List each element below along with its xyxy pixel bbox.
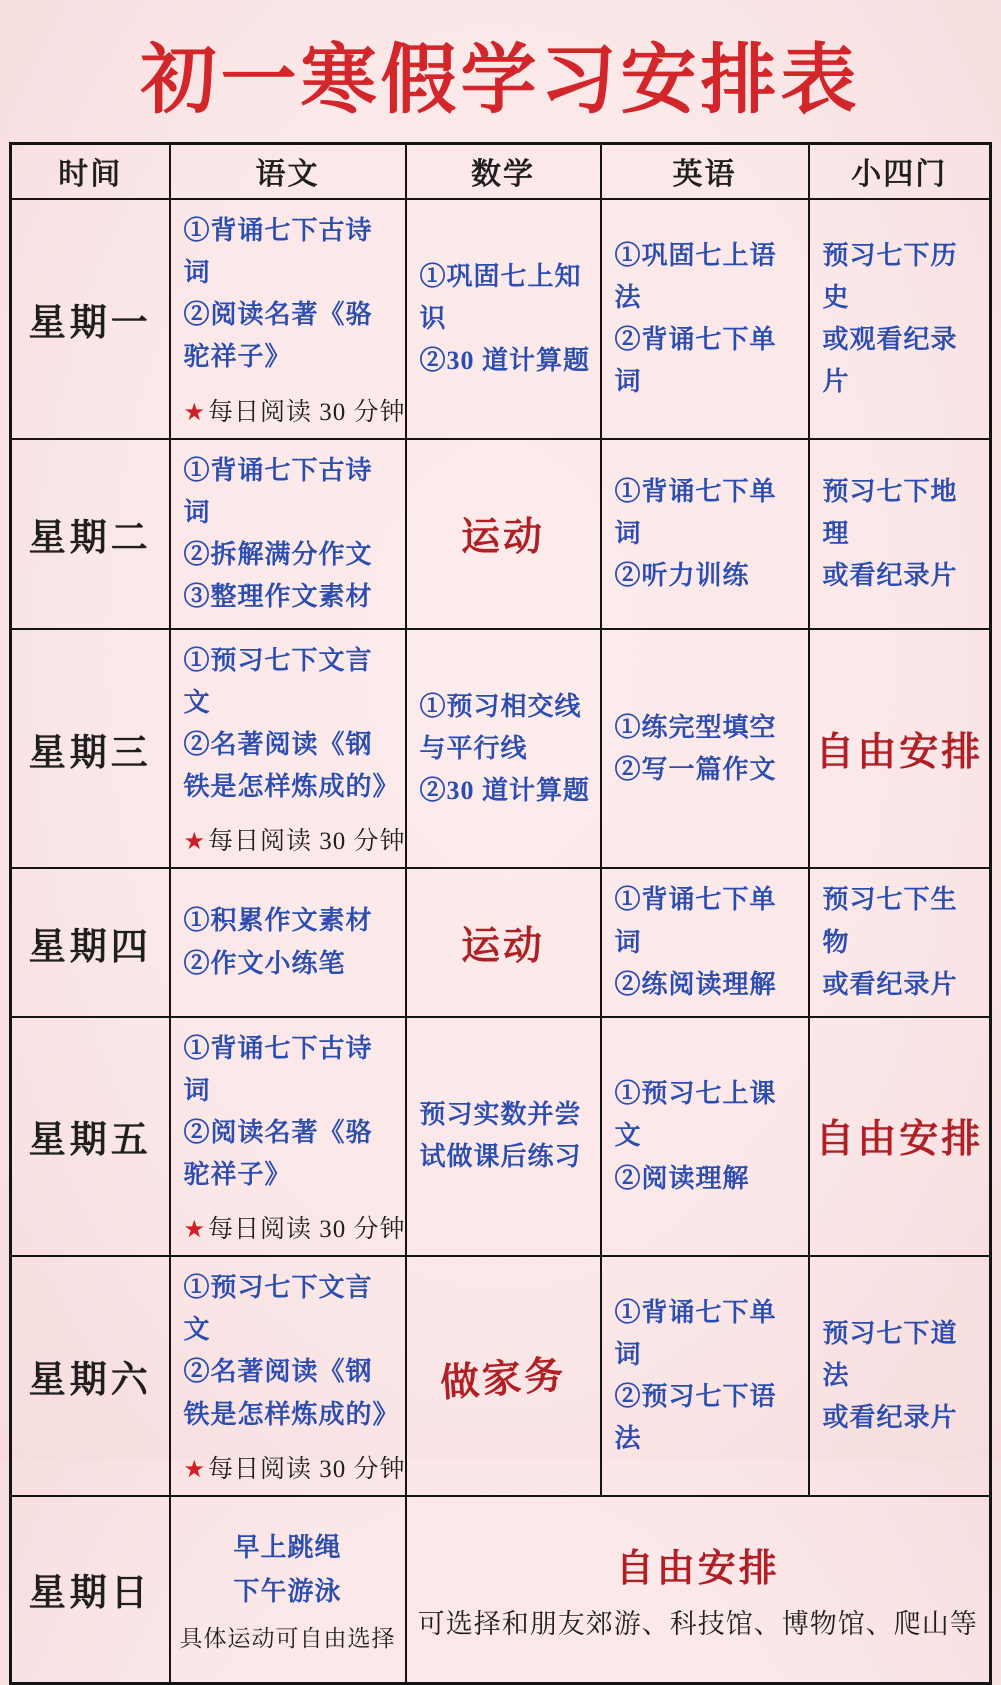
math-cell [406, 1256, 601, 1495]
task-line: 或看纪录片 [822, 1402, 958, 1432]
note-line [183, 392, 406, 428]
star-icon: ★ [183, 399, 207, 426]
task-line: ②名著阅读《钢铁是怎样炼成的》 [183, 730, 400, 802]
task-line: ②阅读理解 [614, 1163, 750, 1193]
task-line: 预习七下历史 [822, 240, 958, 312]
task-line: ①背诵七下单词 [614, 885, 777, 957]
day-cell: 星期日 [11, 1496, 170, 1684]
note-text: 每日阅读 30 分钟 [208, 398, 406, 426]
highlight-text: 自由安排 [815, 730, 984, 774]
task-line: ②阅读名著《骆驼祥子》 [183, 1117, 373, 1190]
page-title: 初一寒假学习安排表 [140, 39, 861, 123]
math-cell [406, 1017, 601, 1256]
minor-cell [809, 629, 991, 868]
minor-cell [809, 1017, 991, 1256]
minor-cell [809, 439, 991, 629]
task-line: ②听力训练 [614, 560, 750, 590]
highlight-text: 运动 [460, 924, 545, 968]
task-line: ③整理作文素材 [183, 581, 373, 611]
free-arrangement-cell [406, 1496, 991, 1684]
task-line: ①预习七上课文 [614, 1079, 777, 1151]
sport-cell [170, 1496, 406, 1684]
task-line: ①巩固七上知识 [419, 261, 582, 333]
task-line: 预习实数并尝试做课后练习 [419, 1100, 582, 1172]
task-line: ①积累作文素材 [183, 906, 373, 936]
task-line: 预习七下道法 [822, 1318, 958, 1390]
math-cell [406, 629, 601, 868]
day-cell: 星期六 [11, 1256, 170, 1495]
day-cell: 星期一 [11, 199, 170, 438]
english-cell [601, 629, 809, 868]
task-line: ②30 道计算题 [419, 345, 591, 375]
header-minor: 小四门 [809, 143, 991, 199]
star-icon: ★ [183, 1456, 207, 1483]
task-line: ②阅读名著《骆驼祥子》 [183, 300, 373, 372]
table-row-sunday [11, 1496, 991, 1684]
task-line: 下午游泳 [233, 1576, 342, 1606]
task-line: ②拆解满分作文 [183, 539, 373, 569]
note-text: 每日阅读 30 分钟 [208, 1216, 406, 1244]
task-line: ②写一篇作文 [614, 754, 777, 784]
chinese-cell [170, 1256, 406, 1495]
star-icon: ★ [183, 1217, 207, 1244]
highlight-text: 自由安排 [615, 1548, 780, 1591]
note-line [183, 821, 406, 857]
math-cell [406, 199, 601, 438]
chinese-cell [170, 439, 406, 629]
schedule-table [9, 142, 992, 1685]
task-line: ①预习相交线与平行线 [419, 691, 582, 763]
day-cell: 星期五 [11, 1017, 170, 1256]
header-math: 数学 [406, 143, 601, 199]
task-line: ①预习七下文言文 [183, 1273, 373, 1345]
task-line: 早上跳绳 [233, 1532, 342, 1562]
task-line: ①巩固七上语法 [614, 240, 777, 312]
sport-note: 具体运动可自由选择 [179, 1626, 396, 1652]
header-time: 时间 [11, 143, 170, 199]
english-cell [601, 1017, 809, 1256]
task-line: ①背诵七下单词 [614, 1297, 777, 1369]
table-row-wednesday [11, 629, 991, 868]
english-cell [601, 439, 809, 629]
task-line: ②作文小练笔 [183, 948, 346, 978]
header-english: 英语 [601, 143, 809, 199]
header-row [11, 143, 991, 199]
note-line [183, 1209, 406, 1245]
day-cell: 星期三 [11, 629, 170, 868]
task-line: 或观看纪录片 [822, 324, 958, 396]
task-line: ①预习七下文言文 [183, 645, 373, 718]
english-cell [601, 1256, 809, 1495]
minor-cell [809, 1256, 991, 1495]
note-text: 每日阅读 30 分钟 [208, 1455, 406, 1483]
task-line: ①背诵七下单词 [614, 476, 777, 548]
table-row-saturday [11, 1256, 991, 1495]
table-row-monday [11, 199, 991, 438]
note-line [183, 1449, 406, 1485]
table-row-friday [11, 1017, 991, 1256]
task-line: ②背诵七下单词 [614, 324, 777, 396]
task-line: ①背诵七下古诗词 [183, 216, 373, 288]
day-cell: 星期二 [11, 439, 170, 629]
task-line: 预习七下生物 [822, 885, 958, 957]
chinese-cell [170, 629, 406, 868]
free-note: 可选择和朋友郊游、科技馆、博物馆、爬山等 [417, 1609, 978, 1640]
highlight-text: 自由安排 [815, 1118, 984, 1162]
english-cell [601, 868, 809, 1016]
task-line: ①背诵七下古诗词 [183, 455, 373, 527]
chinese-cell [170, 1017, 406, 1256]
task-line: 或看纪录片 [822, 560, 958, 590]
task-line: ②练阅读理解 [614, 969, 777, 999]
highlight-text: 运动 [460, 515, 545, 559]
task-line: 或看纪录片 [822, 969, 958, 999]
minor-cell [809, 868, 991, 1016]
english-cell [601, 199, 809, 438]
task-line: ①背诵七下古诗词 [183, 1033, 373, 1105]
task-line: ①练完型填空 [614, 712, 777, 742]
table-row-thursday [11, 868, 991, 1016]
day-cell: 星期四 [11, 868, 170, 1016]
task-line: 预习七下地理 [822, 476, 958, 548]
task-line: ②名著阅读《钢铁是怎样炼成的》 [183, 1357, 400, 1429]
chinese-cell [170, 868, 406, 1016]
chinese-cell [170, 199, 406, 438]
task-line: ②预习七下语法 [614, 1381, 777, 1453]
minor-cell [809, 199, 991, 438]
highlight-text: 做家务 [438, 1353, 568, 1406]
math-cell [406, 439, 601, 629]
note-text: 每日阅读 30 分钟 [208, 828, 406, 856]
header-chinese: 语文 [170, 143, 406, 199]
table-row-tuesday [11, 439, 991, 629]
task-line: ②30 道计算题 [419, 775, 591, 805]
math-cell [406, 868, 601, 1016]
star-icon: ★ [183, 829, 207, 856]
